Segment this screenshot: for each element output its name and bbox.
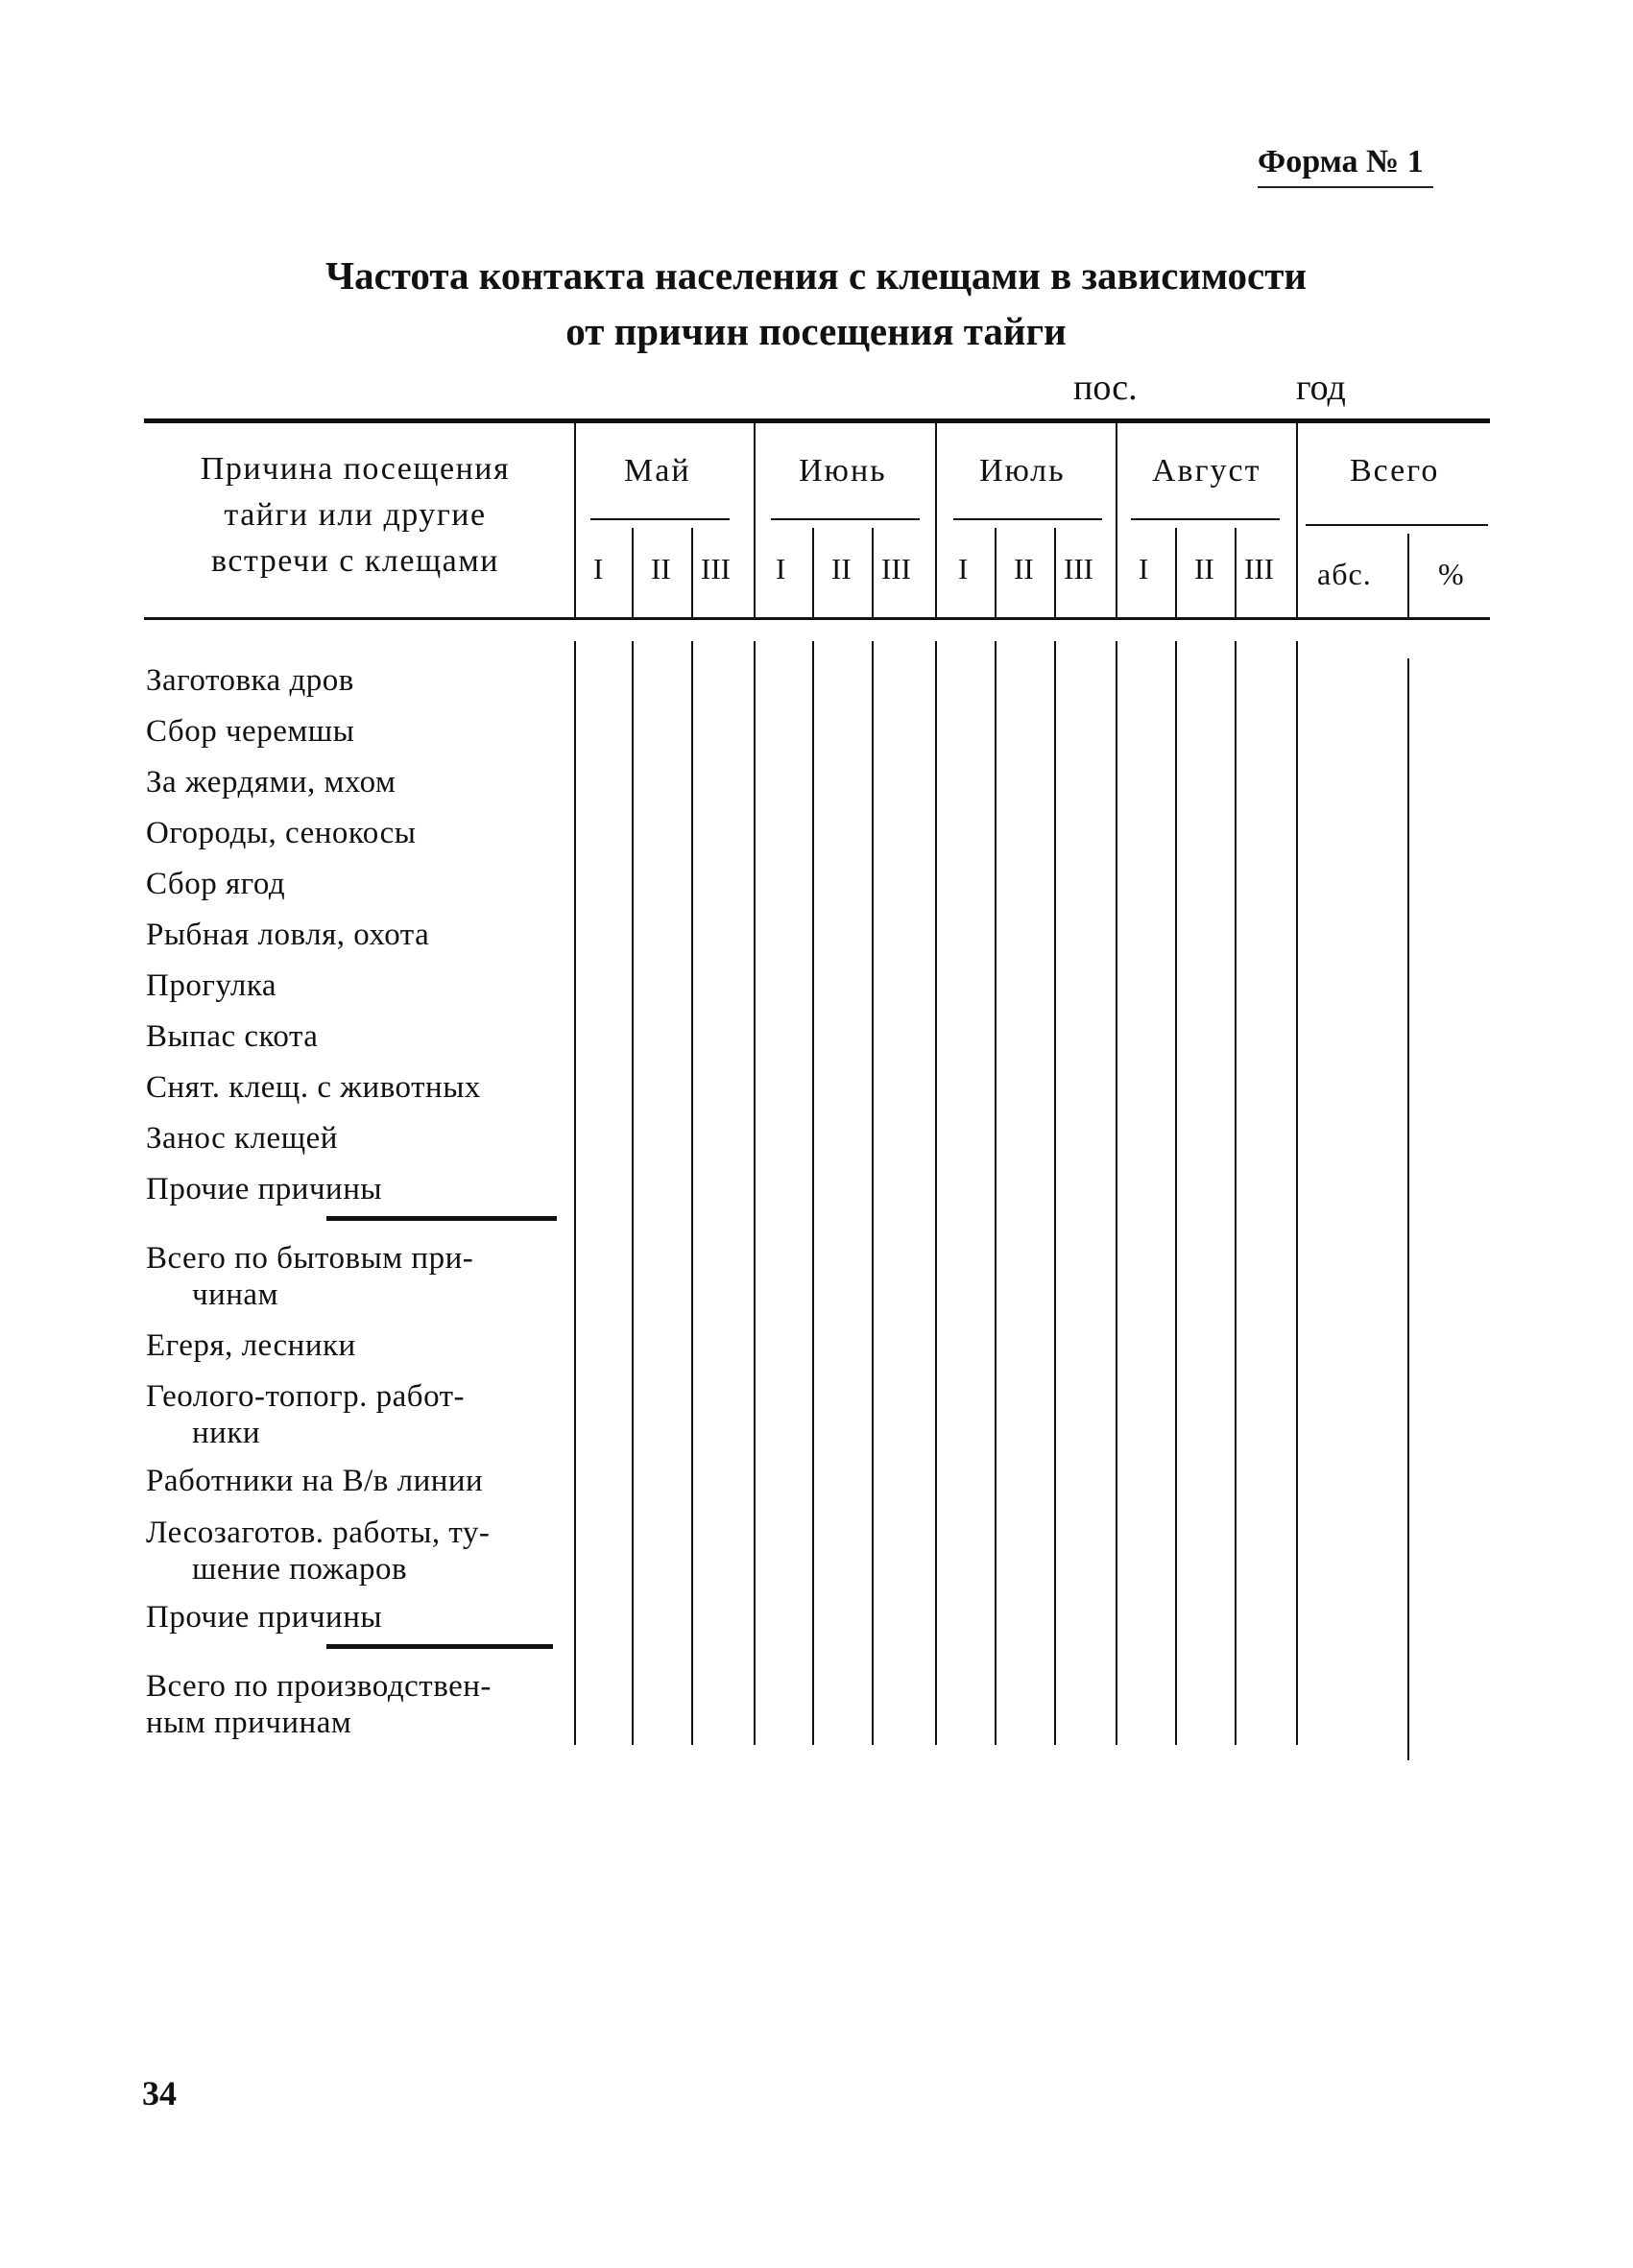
- row-label: Рыбная ловля, охота: [146, 918, 430, 952]
- row-label-continuation: чинам: [192, 1277, 278, 1312]
- form-number: Форма № 1: [1258, 144, 1433, 188]
- col-rule-body: [754, 641, 756, 1745]
- row-label: Огороды, сенокосы: [146, 816, 417, 850]
- reason-header-line-2: тайги или другие: [224, 497, 487, 533]
- col-rule-header: [574, 422, 576, 619]
- row-label-line: Всего по бытовым при-: [146, 1241, 474, 1276]
- col-rule-header: [935, 422, 937, 619]
- col-rule-header: [754, 422, 756, 619]
- total-header: Всего: [1350, 453, 1440, 489]
- row-label: Сбор черемшы: [146, 714, 355, 749]
- july-decade-1: I: [958, 552, 969, 585]
- col-rule-header: [1054, 528, 1056, 619]
- reason-column-header: [144, 446, 566, 585]
- col-rule-header: [812, 528, 814, 619]
- row-label: Сбор ягод: [146, 867, 286, 901]
- row-label: Заготовка дров: [146, 663, 354, 698]
- col-rule-body: [995, 641, 997, 1745]
- settlement-label: пос.: [1073, 368, 1138, 408]
- col-rule-body: [872, 641, 874, 1745]
- may-decade-1: I: [593, 552, 604, 585]
- col-rule-body: [1054, 641, 1056, 1745]
- col-rule-header: [632, 528, 634, 619]
- document-title: [154, 248, 1478, 359]
- col-rule-header: [1116, 422, 1117, 619]
- month-header-july: Июль: [979, 453, 1066, 489]
- row-label: Прочие причины: [146, 1172, 383, 1206]
- total-pct-header: %: [1438, 557, 1465, 591]
- row-label-line: Всего по производствен-: [146, 1669, 492, 1704]
- august-decade-3: III: [1244, 552, 1274, 585]
- header-bottom-rule: [144, 617, 1490, 620]
- page-number: 34: [142, 2074, 177, 2113]
- july-underline: [953, 518, 1102, 520]
- col-rule-body: [1116, 641, 1117, 1745]
- subtotal-separator: [326, 1644, 553, 1649]
- june-underline: [771, 518, 920, 520]
- year-label: год: [1296, 368, 1346, 408]
- row-label-continuation: ники: [192, 1416, 261, 1450]
- col-rule-body: [935, 641, 937, 1745]
- row-label: Снят. клещ. с животных: [146, 1070, 481, 1105]
- row-label: Занос клещей: [146, 1121, 338, 1156]
- col-rule-body: [1235, 641, 1237, 1745]
- col-rule-header: [1407, 534, 1409, 620]
- col-rule-body: [812, 641, 814, 1745]
- row-label: Выпас скота: [146, 1019, 319, 1054]
- row-label-subtotal: [146, 1668, 568, 1741]
- august-decade-1: I: [1139, 552, 1149, 585]
- col-rule-body: [1175, 641, 1177, 1745]
- august-decade-2: II: [1194, 552, 1214, 585]
- col-rule-header: [1296, 422, 1298, 619]
- row-label: [146, 1515, 568, 1588]
- row-label: Егеря, лесники: [146, 1328, 356, 1363]
- row-label: Прогулка: [146, 968, 277, 1003]
- subtotal-separator: [326, 1216, 557, 1221]
- total-abs-header: абс.: [1317, 557, 1372, 591]
- june-decade-3: III: [881, 552, 911, 585]
- july-decade-2: II: [1014, 552, 1034, 585]
- reason-header-line-3: встречи с клещами: [211, 543, 499, 579]
- may-decade-3: III: [701, 552, 731, 585]
- row-label: За жердями, мхом: [146, 765, 396, 800]
- july-decade-3: III: [1064, 552, 1093, 585]
- row-label-subtotal: [146, 1240, 568, 1313]
- total-underline: [1306, 524, 1488, 526]
- col-rule-body: [691, 641, 693, 1745]
- row-label: Работники на В/в линии: [146, 1464, 484, 1498]
- col-rule-body: [574, 641, 576, 1745]
- col-rule-header: [995, 528, 997, 619]
- reason-header-line-1: Причина посещения: [200, 451, 511, 487]
- row-label-line: Лесозаготов. работы, ту-: [146, 1516, 491, 1550]
- may-underline: [590, 518, 730, 520]
- title-line-2: от причин посещения тайги: [565, 309, 1067, 353]
- col-rule-header: [1235, 528, 1237, 619]
- col-rule-body: [632, 641, 634, 1745]
- month-header-june: Июнь: [799, 453, 887, 489]
- col-rule-header: [691, 528, 693, 619]
- row-label-line: Геолого-топогр. работ-: [146, 1379, 466, 1414]
- col-rule-body: [1407, 658, 1409, 1760]
- may-decade-2: II: [651, 552, 671, 585]
- row-label: Прочие причины: [146, 1600, 383, 1635]
- title-line-1: Частота контакта населения с клещами в зависимости: [325, 253, 1307, 298]
- row-label: [146, 1378, 568, 1451]
- col-rule-header: [1175, 528, 1177, 619]
- row-label-continuation: ным причинам: [146, 1706, 352, 1740]
- august-underline: [1131, 518, 1280, 520]
- table-top-rule: [144, 418, 1490, 423]
- col-rule-body: [1296, 641, 1298, 1745]
- month-header-august: Август: [1152, 453, 1261, 489]
- june-decade-1: I: [776, 552, 786, 585]
- row-label-continuation: шение пожаров: [192, 1552, 408, 1587]
- month-header-may: Май: [624, 453, 691, 489]
- col-rule-header: [872, 528, 874, 619]
- june-decade-2: II: [831, 552, 852, 585]
